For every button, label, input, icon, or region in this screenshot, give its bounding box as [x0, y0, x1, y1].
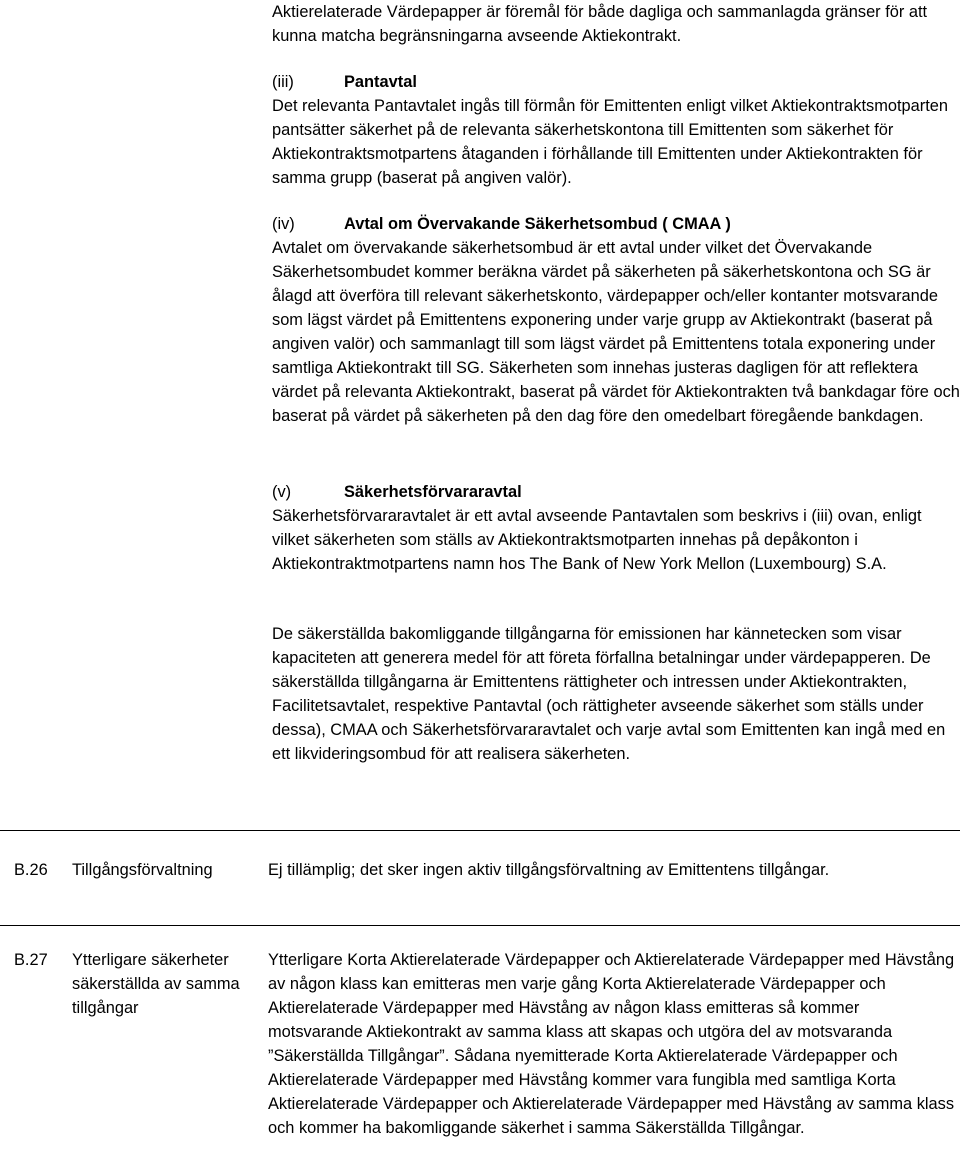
row-content: Ej tillämplig; det sker ingen aktiv tillgångsförvaltning av Emittentens tillgångar.	[268, 861, 830, 879]
row-label: Ytterligare säkerheter säkerställda av samma tillgångar	[72, 951, 240, 1017]
intro-text: Aktierelaterade Värdepapper är föremål för både dagliga och sammanlagda gränser för att kunna matcha begränsningarna avseende Aktiekontrakt.	[272, 3, 928, 45]
summary-paragraph	[272, 622, 960, 766]
section-v	[272, 480, 960, 576]
table-rule	[0, 830, 960, 831]
row-label: Tillgångsförvaltning	[72, 861, 213, 879]
section-iv	[272, 212, 960, 428]
section-body: Det relevanta Pantavtalet ingås till förmån för Emittenten enligt vilket Aktiekontraktsmotparten pantsätter säkerhet på de relevanta säkerhetskontona till Emittenten som säkerhet för Aktiekontraktsmotpartens åtaganden i förhållande till Emittenten under Aktiekontrakten för samma grupp (baserat på angiven valör).	[272, 97, 948, 187]
section-body: Säkerhetsförvararavtalet är ett avtal avseende Pantavtalen som beskrivs i (iii) ovan, enligt vilket säkerheten som ställs av Aktiekontraktsmotparten innehas på depåkonton i Aktiekontraktmotpartens namn hos The Bank of New York Mellon (Luxembourg) S.A.	[272, 507, 922, 573]
section-heading	[272, 480, 960, 504]
intro-paragraph	[272, 0, 960, 48]
section-heading	[272, 212, 960, 236]
table-rule	[0, 925, 960, 926]
section-number: (v)	[272, 483, 292, 501]
section-number: (iv)	[272, 215, 295, 233]
section-heading	[272, 70, 960, 94]
section-title: Säkerhetsförvararavtal	[344, 483, 522, 501]
row-code: B.26	[14, 861, 48, 879]
section-title: Avtal om Övervakande Säkerhetsombud ( CMAA )	[344, 215, 731, 233]
section-title: Pantavtal	[344, 73, 417, 91]
row-content: Ytterligare Korta Aktierelaterade Värdepapper och Aktierelaterade Värdepapper med Hävstång av någon klass kan emitteras men varje gång Korta Aktierelaterade Värdepapper och Aktierelaterade Värdepapper med Hävstång av någon klass emitteras så kommer motsvarande Aktiekontrakt av samma klass att skapas och utgöra del av motsvaranda ”Säkerställda Tillgångar”. Sådana nyemitterade Korta Aktierelaterade Värdepapper och Aktierelaterade Värdepapper med Hävstång kommer vara fungibla med samtliga Korta Aktierelaterade Värdepapper och Aktierelaterade Värdepapper med Hävstång av samma klass och kommer ha bakomliggande säkerhet i samma Säkerställda Tillgångar.	[268, 951, 955, 1137]
summary-text: De säkerställda bakomliggande tillgångarna för emissionen har kännetecken som visar kapaciteten att generera medel för att företa förfallna betalningar under värdepapperen. De säkerställda tillgångarna är Emittentens rättigheter och intressen under Aktiekontrakten, Facilitetsavtalet, respektive Pantavtal (och rättigheter avseende säkerhet som ställs under dessa), CMAA och Säkerhetsförvararavtalet och varje avtal som Emittenten kan ingå med en ett likvideringsombud för att realisera säkerheten.	[272, 625, 946, 763]
row-code: B.27	[14, 951, 48, 969]
section-iii	[272, 70, 960, 190]
section-number: (iii)	[272, 73, 294, 91]
section-body: Avtalet om övervakande säkerhetsombud är ett avtal under vilket det Övervakande Säkerhetsombudet kommer beräkna värdet på säkerheten på säkerhetskontona och SG är ålagd att överföra till relevant säkerhetskonto, värdepapper och/eller kontanter motsvarande som lägst värdet på Emittentens exponering under varje grupp av Aktiekontrakt (baserat på angiven valör) och sammanlagt till som lägst värdet på Emittentens totala exponering under samtliga Aktiekontrakt till SG. Säkerheten som innehas justeras dagligen för att reflektera värdet på relevanta Aktiekontrakt, baserat på värdet för Aktiekontrakten två bankdagar före och baserat på värdet på säkerheten på den dag före den omedelbart föregående bankdagen.	[272, 239, 960, 425]
